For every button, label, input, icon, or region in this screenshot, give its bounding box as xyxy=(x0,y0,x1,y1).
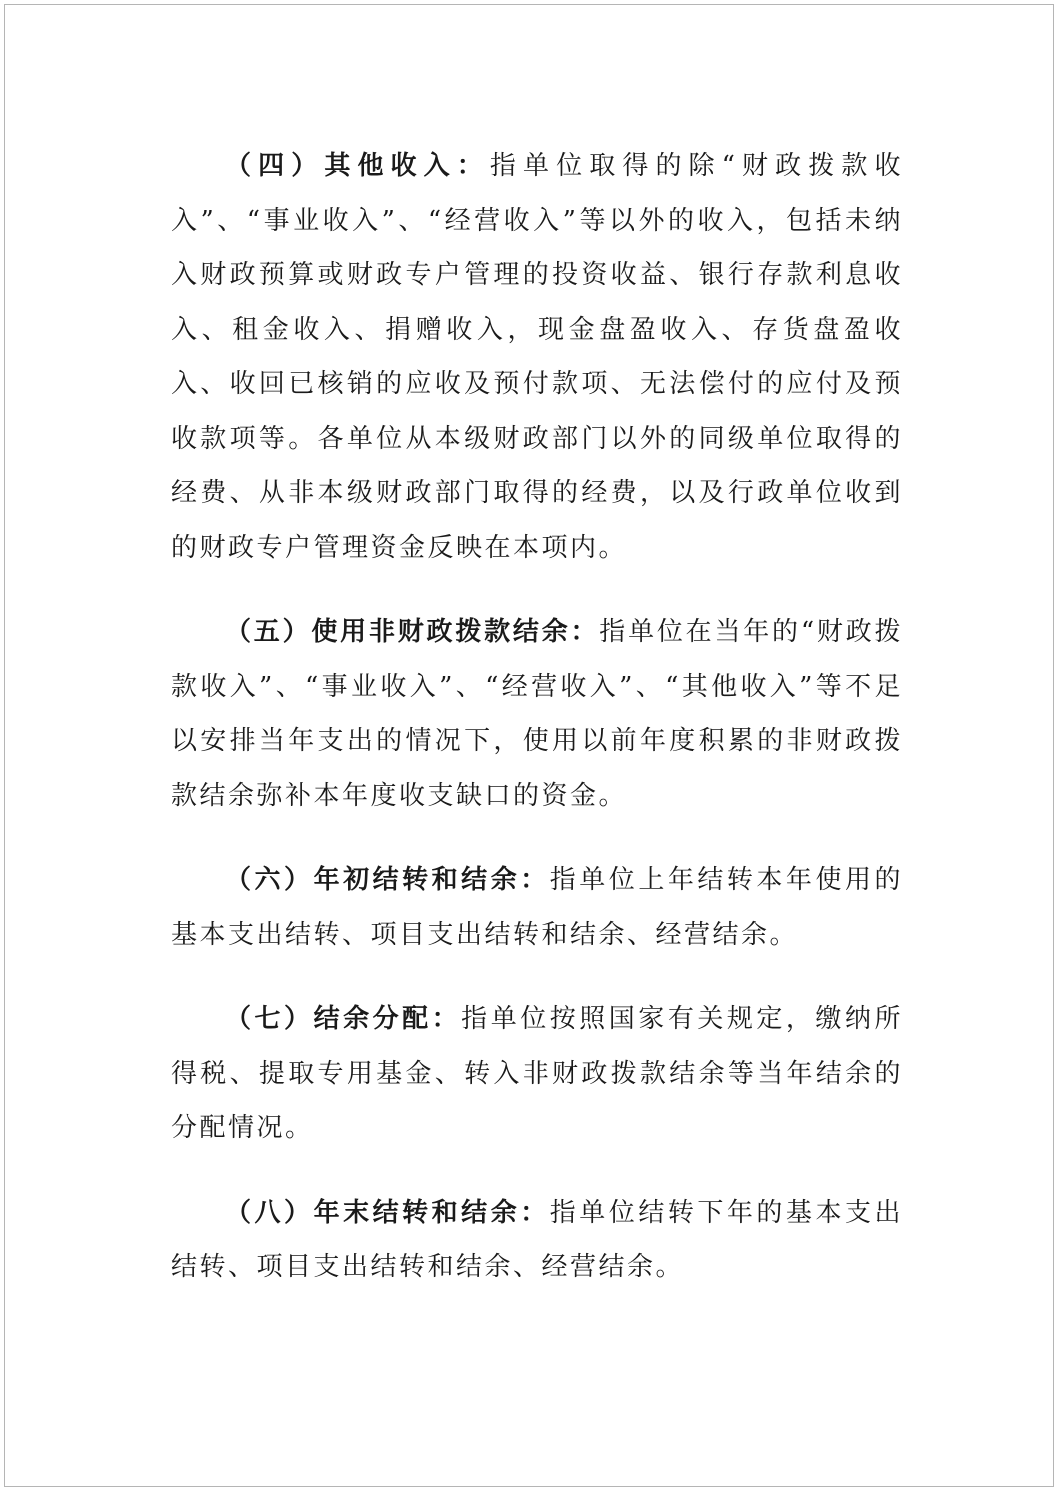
paragraph-text: 指单位取得的除“财政拨款收入”、“事业收入”、“经营收入”等以外的收入，包括未纳入财政预算或财政专户管理的投资收益、银行存款利息收入、租金收入、捐赠收入，现金盘盈收入、存货盘盈收入、收回已核销的应收及预付款项、无法偿付的应付及预收款项等。各单位从本级财政部门以外的同级单位取得的经费、从非本级财政部门取得的经费，以及行政单位收到的财政专户管理资金反映在本项内。 xyxy=(171,151,903,563)
paragraph-heading: （五）使用非财政拨款结余： xyxy=(225,617,600,647)
paragraph-heading: （四）其他收入： xyxy=(225,151,490,181)
paragraph-non-fiscal-surplus xyxy=(171,605,903,823)
paragraph-surplus-distribution xyxy=(171,992,903,1156)
paragraph-text: 指单位按照国家有关规定，缴纳所得税、提取专用基金、转入非财政拨款结余等当年结余的分配情况。 xyxy=(171,1004,903,1143)
paragraph-heading: （七）结余分配： xyxy=(225,1004,462,1034)
paragraph-text: 指单位上年结转本年使用的基本支出结转、项目支出结转和结余、经营结余。 xyxy=(171,865,903,950)
paragraph-closing-balance xyxy=(171,1186,903,1295)
paragraph-heading: （八）年末结转和结余： xyxy=(225,1197,550,1228)
document-body xyxy=(171,139,903,1325)
paragraph-opening-balance xyxy=(171,853,903,962)
paragraph-heading: （六）年初结转和结余： xyxy=(225,865,550,895)
paragraph-text: 指单位结转下年的基本支出结转、项目支出结转和结余、经营结余。 xyxy=(171,1197,903,1282)
document-page xyxy=(4,4,1054,1487)
paragraph-other-income xyxy=(171,139,903,575)
paragraph-text: 指单位在当年的“财政拨款收入”、“事业收入”、“经营收入”、“其他收入”等不足以安排当年支出的情况下，使用以前年度积累的非财政拨款结余弥补本年度收支缺口的资金。 xyxy=(171,617,903,811)
